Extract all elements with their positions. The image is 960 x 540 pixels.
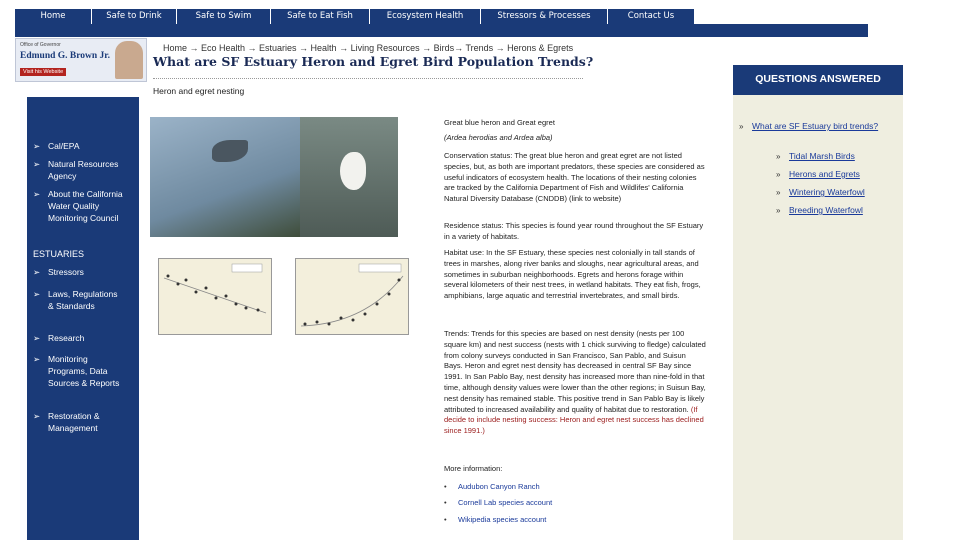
more-link-cornell[interactable] (444, 498, 552, 507)
bullet-icon: » (776, 170, 781, 179)
sidebar-item-monitoring[interactable]: Monitoring Programs, Data Sources & Reports (48, 354, 120, 388)
section-subtitle: Heron and egret nesting (153, 86, 245, 96)
governor-name: Edmund G. Brown Jr. (20, 51, 111, 61)
sidebar-arrow-icon: ➢ (33, 159, 41, 169)
page-title: What are SF Estuary Heron and Egret Bird Population Trends? (153, 54, 594, 69)
governor-photo (115, 41, 143, 79)
tab-home[interactable]: Home (15, 9, 92, 24)
sidebar-item-laws[interactable]: Laws, Regulations & Standards (48, 289, 118, 311)
trends-note: (If decide to include nesting success: Heron and egret nest success has declined since 1991.) (444, 404, 704, 436)
bullet-icon: • (444, 515, 447, 524)
sidebar-item-stressors[interactable]: Stressors (48, 267, 84, 277)
tab-contact-us[interactable]: Contact Us (608, 9, 695, 24)
governor-banner[interactable] (15, 38, 147, 82)
sidebar-section-estuaries: ESTUARIES (33, 249, 85, 259)
more-link-wikipedia[interactable] (444, 515, 546, 524)
sidebar-arrow-icon: ➢ (33, 267, 41, 277)
sidebar-arrow-icon: ➢ (33, 189, 41, 199)
sidebar-item-about-council[interactable]: About the California Water Quality Monitoring Council (48, 189, 123, 223)
sidebar-item-restoration[interactable]: Restoration & Management (48, 411, 100, 433)
tab-safe-to-eat-fish[interactable]: Safe to Eat Fish (271, 9, 370, 24)
tab-stressors-processes[interactable]: Stressors & Processes (481, 9, 608, 24)
bullet-icon: » (776, 188, 781, 197)
more-link-audubon[interactable] (444, 482, 540, 491)
title-divider (153, 78, 583, 79)
chart-graphic (158, 258, 270, 333)
sidebar-arrow-icon: ➢ (33, 141, 41, 151)
more-link-audubon-text[interactable]: Audubon Canyon Ranch (458, 482, 540, 491)
more-info-label: More information: (444, 464, 503, 473)
question-link-bird-trends[interactable]: What are SF Estuary bird trends? (752, 121, 879, 131)
heron-photo (150, 117, 300, 237)
questions-panel (733, 65, 903, 540)
bullet-icon: » (776, 206, 781, 215)
species-name: Great blue heron and Great egret (444, 118, 555, 127)
visit-website-link[interactable]: Visit his Website (20, 68, 66, 76)
bullet-icon: • (444, 498, 447, 507)
conservation-status: Conservation status: The great blue heron and great egret are not listed species, but, as both are important predators, these species are considered as useful indicators of ecosystem health. The locations of their nesting colonies are tracked by the California Department of Fish and Wildlifes' California Natural Diversity Database (CNDDB) (link to website) (444, 151, 705, 204)
sidebar-arrow-icon: ➢ (33, 333, 41, 343)
sidebar-menu (27, 97, 139, 540)
more-link-wikipedia-text[interactable]: Wikipedia species account (458, 515, 547, 524)
question-link-herons-egrets[interactable]: Herons and Egrets (789, 169, 860, 179)
sidebar-arrow-icon: ➢ (33, 411, 41, 421)
tab-ecosystem-health[interactable]: Ecosystem Health (370, 9, 481, 24)
bullet-icon: » (739, 122, 744, 131)
bullet-icon: • (444, 482, 447, 491)
chart-graphic (295, 258, 407, 333)
question-link-tidal-marsh[interactable]: Tidal Marsh Birds (789, 151, 855, 161)
bullet-icon: » (776, 152, 781, 161)
more-link-cornell-text[interactable]: Cornell Lab species account (458, 498, 553, 507)
nav-bar-strip (15, 24, 868, 37)
egret-figure (340, 152, 366, 190)
governor-office: Office of Governor (20, 42, 61, 48)
questions-header: QUESTIONS ANSWERED (733, 65, 903, 95)
sidebar-arrow-icon: ➢ (33, 354, 41, 364)
sidebar-arrow-icon: ➢ (33, 289, 41, 299)
nest-density-chart-2 (285, 248, 413, 343)
tab-safe-to-drink[interactable]: Safe to Drink (92, 9, 177, 24)
top-navigation (0, 0, 960, 26)
question-link-breeding[interactable]: Breeding Waterfowl (789, 205, 863, 215)
species-latin: (Ardea herodias and Ardea alba) (444, 133, 553, 142)
sidebar-item-research[interactable]: Research (48, 333, 85, 343)
trends-body: Trends: Trends for this species are based on nest density (nests per 100 square km) and nest success (nests with 1 chick surviving to fledge) calculated from colony surveys conducted in San Francisco, San Pablo, and Suisun Bays. Heron and egret nest density has decreased in central SF Bay since 1991. In San Pablo Bay, nest density has increased more than nine-fold in that time, although density values were lower than the other regions; in Suisun Bay, nest density has remained stable. This positive trend in San Pablo Bay is likely attributed to increased availability and quality of habitat due to restoration. (444, 329, 706, 414)
habitat-use: Habitat use: In the SF Estuary, these species nest colonially in tall stands of trees in marshes, along river banks and sloughs, near agricultural areas, and sometimes in suburban neighborhoods. Egrets and herons forage within several kilometers of their nest trees, in wetland habitats. They eat fish, frogs, amphibians, large aquatic and terrestrial invertebrates, and small birds. (444, 248, 701, 301)
question-link-wintering[interactable]: Wintering Waterfowl (789, 187, 865, 197)
nest-density-chart-1 (148, 248, 276, 343)
tab-safe-to-swim[interactable]: Safe to Swim (177, 9, 271, 24)
sidebar-item-natural-resources[interactable]: Natural Resources Agency (48, 159, 119, 181)
breadcrumb[interactable]: Home → Eco Health → Estuaries → Health → Living Resources → Birds→ Trends → Herons & Egrets (163, 43, 574, 53)
sidebar-item-calepa[interactable]: Cal/EPA (48, 141, 80, 151)
residence-status: Residence status: This species is found year round throughout the SF Estuary in a variety of habitats. (444, 221, 704, 241)
trends-text (444, 329, 706, 437)
